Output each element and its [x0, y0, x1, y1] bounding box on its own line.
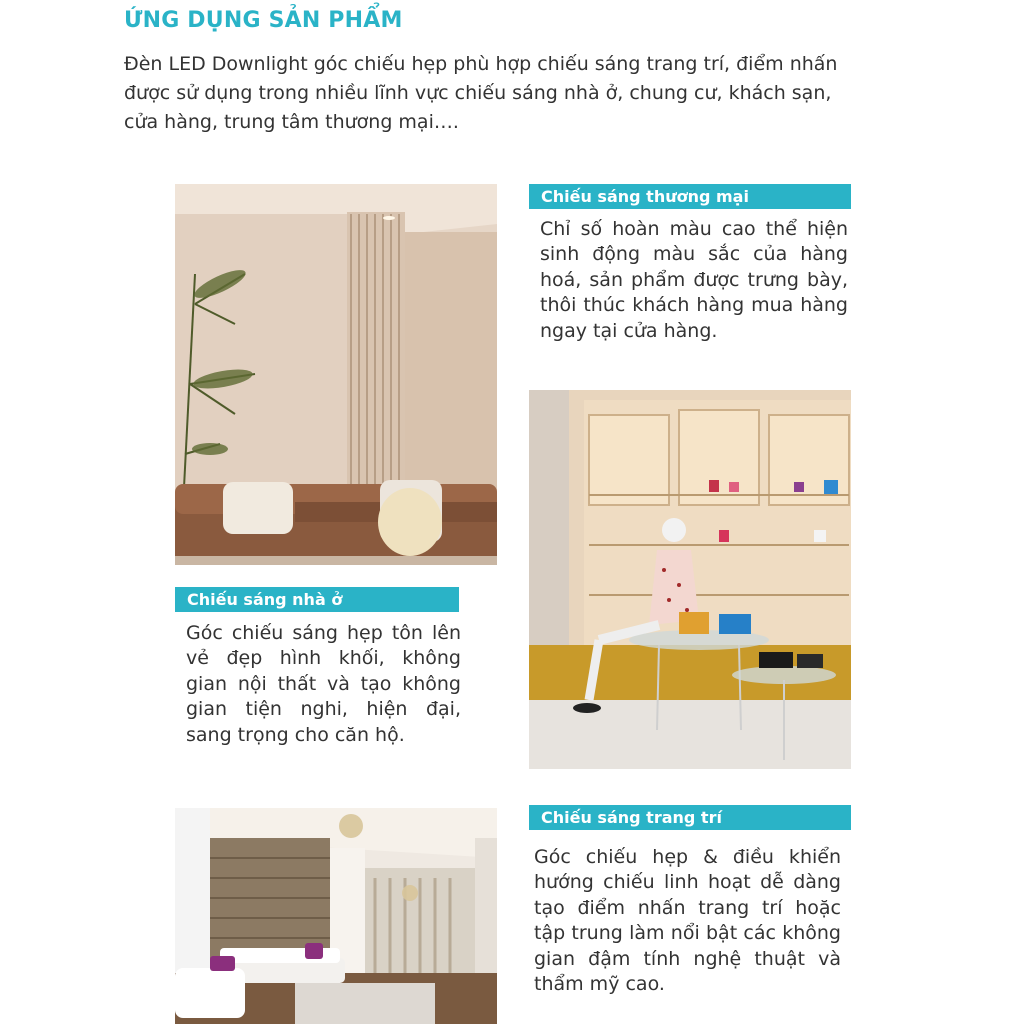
living-hall-photo — [175, 808, 497, 1024]
intro-paragraph: Đèn LED Downlight góc chiếu hẹp phù hợp chiếu sáng trang trí, điểm nhấn được sử dụng trong nhiều lĩnh vực chiếu sáng nhà ở, chung cư, khách sạn, cửa hàng, trung tâm thương mại…. — [124, 53, 838, 133]
label-commercial: Chiếu sáng thương mại — [529, 184, 851, 209]
label-decorative: Chiếu sáng trang trí — [529, 805, 851, 830]
commercial-text: Chỉ số hoàn màu cao thể hiện sinh động màu sắc của hàng hoá, sản phẩm được trưng bày, thôi thúc khách hàng mua hàng ngay tại cửa hàng. — [540, 218, 848, 342]
boutique-store-photo — [529, 390, 851, 769]
living-room-photo — [175, 184, 497, 565]
page-title: ỨNG DỤNG SẢN PHẨM — [124, 8, 403, 33]
decorative-text: Góc chiếu hẹp & điều khiển hướng chiếu linh hoạt dễ dàng tạo điểm nhấn trang trí hoặc tập trung làm nổi bật các không gian đậm tính nghệ thuật và thẩm mỹ cao. — [534, 846, 841, 996]
label-residential: Chiếu sáng nhà ở — [175, 587, 459, 612]
residential-text: Góc chiếu sáng hẹp tôn lên vẻ đẹp hình khối, không gian nội thất và tạo không gian tiện nghi, hiện đại, sang trọng cho căn hộ. — [186, 622, 461, 746]
